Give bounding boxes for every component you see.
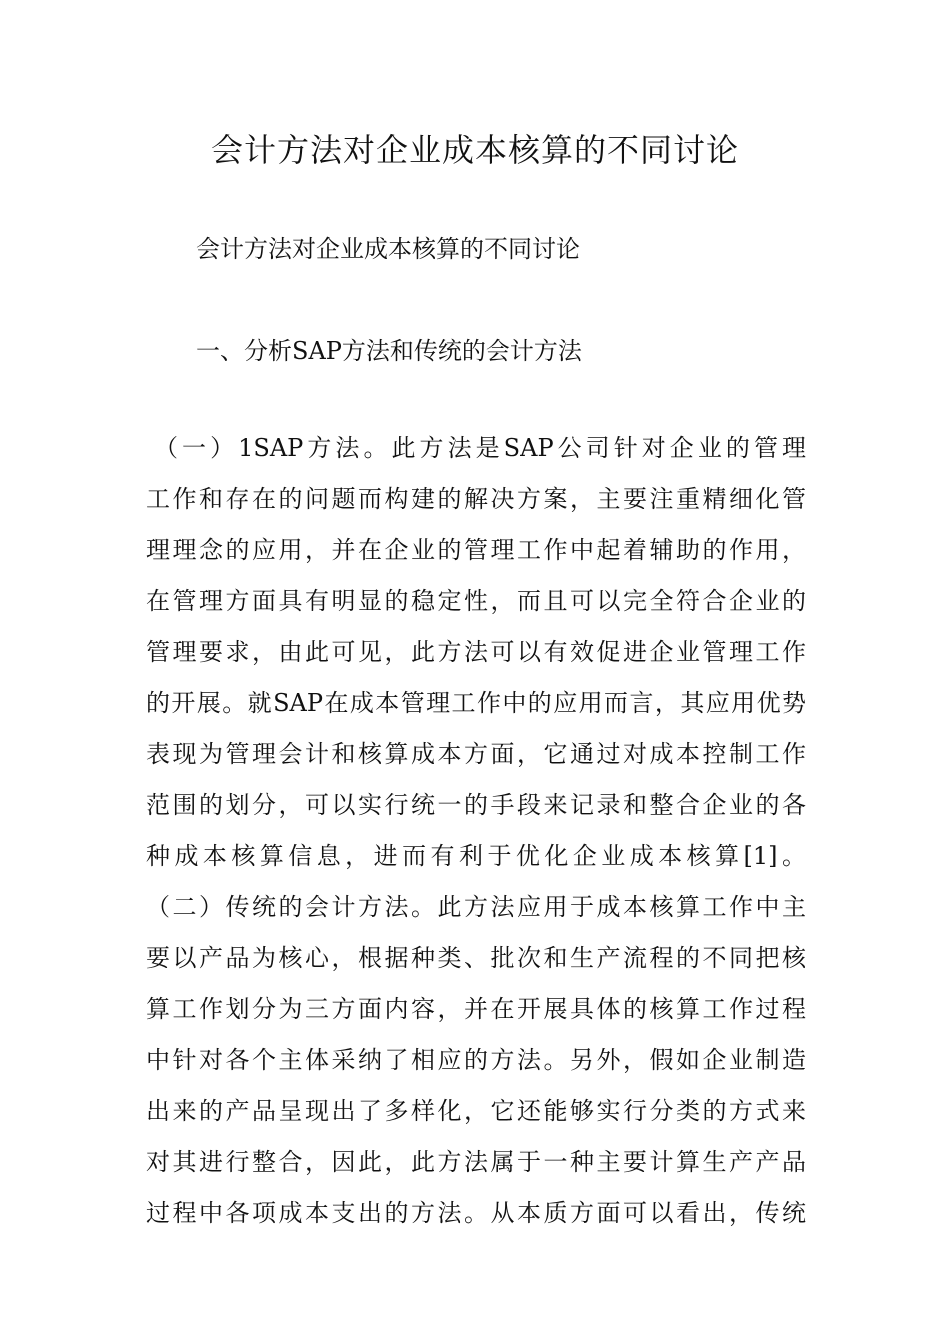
body-line: 种成本核算信息，进而有利于优化企业成本核算[1]。 [146,842,806,870]
body-line: 表现为管理会计和核算成本方面，它通过对成本控制工作 [146,740,806,768]
body-line: 过程中各项成本支出的方法。从本质方面可以看出，传统 [146,1199,806,1227]
body-line: 管理要求，由此可见，此方法可以有效促进企业管理工作 [146,638,806,666]
section-heading: 一、分析SAP方法和传统的会计方法 [196,337,582,365]
body-line: （一）1SAP方法。此方法是SAP公司针对企业的管理 [154,434,806,462]
body-line: 工作和存在的问题而构建的解决方案，主要注重精细化管 [146,485,806,513]
body-line: 对其进行整合，因此，此方法属于一种主要计算生产产品 [146,1148,806,1176]
body-line: 范围的划分，可以实行统一的手段来记录和整合企业的各 [146,791,806,819]
body-line: （二）传统的会计方法。此方法应用于成本核算工作中主 [146,893,806,921]
body-line: 在管理方面具有明显的稳定性，而且可以完全符合企业的 [146,587,806,615]
body-line: 理理念的应用，并在企业的管理工作中起着辅助的作用， [146,536,806,564]
body-line: 要以产品为核心，根据种类、批次和生产流程的不同把核 [146,944,806,972]
body-line: 出来的产品呈现出了多样化，它还能够实行分类的方式来 [146,1097,806,1125]
document-subtitle: 会计方法对企业成本核算的不同讨论 [196,235,580,263]
document-title: 会计方法对企业成本核算的不同讨论 [210,131,739,169]
body-line: 的开展。就SAP在成本管理工作中的应用而言，其应用优势 [146,689,806,717]
body-line: 算工作划分为三方面内容，并在开展具体的核算工作过程 [146,995,806,1023]
body-line: 中针对各个主体采纳了相应的方法。另外，假如企业制造 [146,1046,806,1074]
body-paragraph [146,431,806,1247]
